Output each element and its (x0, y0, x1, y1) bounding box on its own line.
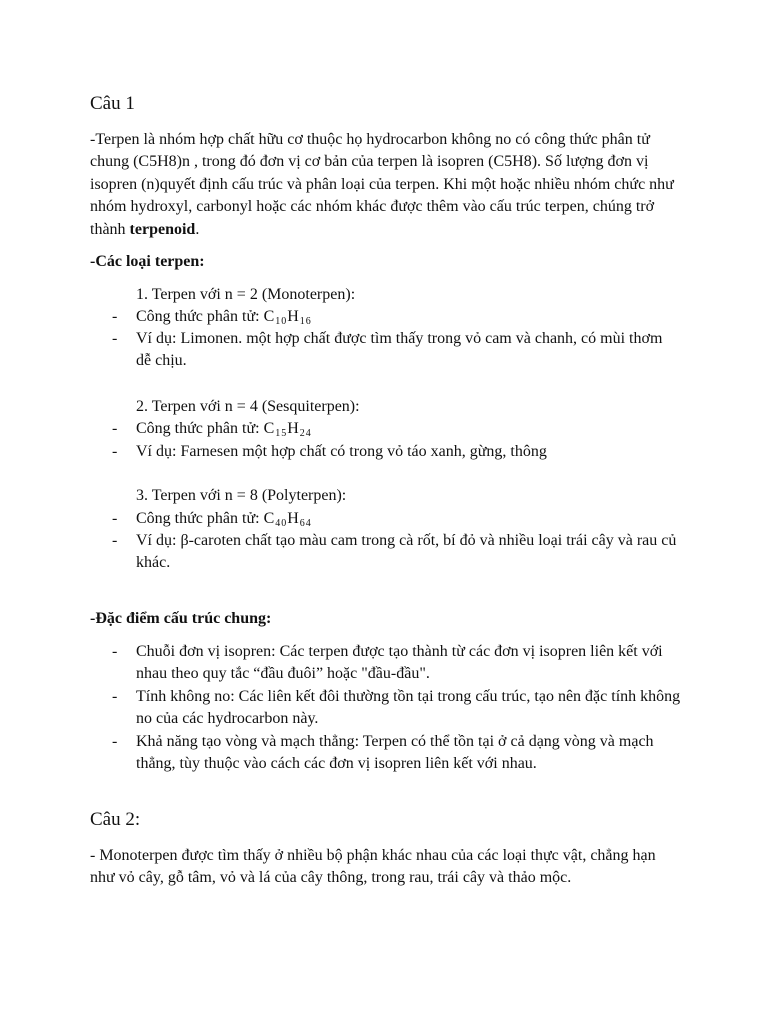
list-dash: - (112, 532, 118, 549)
heading-cau-1: Câu 1 (90, 93, 135, 114)
type-3-example: Ví dụ: β-caroten chất tạo màu cam trong cà rốt, bí đỏ và nhiều loại trái cây và rau củ khác. (136, 532, 677, 572)
intro-bold-term: terpenoid (129, 220, 196, 238)
formula-h: H (287, 420, 299, 437)
formula-h-subscript: 64 (299, 518, 312, 529)
intro-text: -Terpen là nhóm hợp chất hữu cơ thuộc họ hydrocarbon không no có công thức phân tử chung (C5H8)n , trong đó đơn vị cơ bản của terpen là isopren (C5H8). Số lượng đơn vị isopren (n)quyết định cấu trúc và phân loại của terpen. Khi một hoặc nhiều nhóm chức như nhóm hydroxyl, carbonyl hoặc các nhóm khác được thêm vào cấu trúc terpen, chúng trở thành (90, 131, 674, 238)
list-dash: - (112, 733, 118, 750)
list-dash: - (112, 308, 118, 325)
formula-label: Công thức phân tử: (136, 420, 264, 437)
structure-item-3: Khả năng tạo vòng và mạch thẳng: Terpen có thể tồn tại ở cả dạng vòng và mạch thẳng, tùy thuộc vào cách các đơn vị isopren liên kết với nhau. (136, 733, 654, 773)
formula-label: Công thức phân tử: (136, 308, 264, 325)
list-dash: - (112, 510, 118, 527)
formula-c-subscript: 40 (275, 518, 288, 529)
structure-item-2: Tính không no: Các liên kết đôi thường tồn tại trong cấu trúc, tạo nên đặc tính không no của các hydrocarbon này. (136, 688, 681, 728)
intro-end: . (195, 220, 200, 238)
type-2-example: Ví dụ: Farnesen một hợp chất có trong vỏ táo xanh, gừng, thông (136, 443, 547, 460)
type-1-title: 1. Terpen với n = 2 (Monoterpen): (136, 286, 356, 303)
formula-c-subscript: 15 (275, 428, 288, 439)
formula-c: C (263, 308, 275, 325)
list-dash: - (112, 688, 118, 705)
type-3-title: 3. Terpen với n = 8 (Polyterpen): (136, 487, 347, 504)
formula-c-subscript: 10 (275, 316, 288, 327)
formula-h: H (287, 510, 299, 527)
types-heading: -Các loại terpen: (90, 253, 205, 270)
type-2-title: 2. Terpen với n = 4 (Sesquiterpen): (136, 398, 360, 415)
list-dash: - (112, 420, 118, 437)
formula-c: C (263, 510, 275, 527)
list-dash: - (112, 443, 118, 460)
list-dash: - (112, 330, 118, 347)
heading-cau-2: Câu 2: (90, 809, 141, 830)
structure-item-1: Chuỗi đơn vị isopren: Các terpen được tạo thành từ các đơn vị isopren liên kết với nhau theo quy tắc “đầu đuôi” hoặc "đầu-đầu". (136, 643, 663, 683)
type-1-example: Ví dụ: Limonen. một hợp chất được tìm thấy trong vỏ cam và chanh, có mùi thơm dễ chịu. (136, 330, 663, 370)
intro-paragraph (90, 129, 680, 241)
formula-h-subscript: 24 (299, 428, 312, 439)
formula-label: Công thức phân tử: (136, 510, 264, 527)
formula-c: C (263, 420, 275, 437)
cau-2-paragraph: - Monoterpen được tìm thấy ở nhiều bộ phận khác nhau của các loại thực vật, chẳng hạn như vỏ cây, gỗ tâm, vỏ và lá của cây thông, trong rau, trái cây và thảo mộc. (90, 847, 656, 887)
formula-h-subscript: 16 (299, 316, 312, 327)
formula-h: H (287, 308, 299, 325)
structure-heading: -Đặc điểm cấu trúc chung: (90, 610, 272, 627)
list-dash: - (112, 643, 118, 660)
